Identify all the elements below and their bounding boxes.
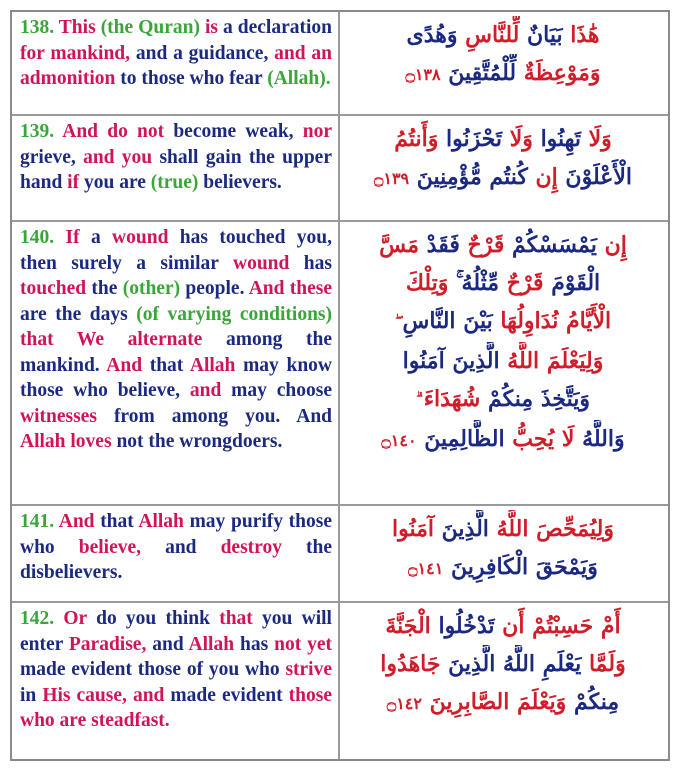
english-segment: and an admonition <box>20 42 332 89</box>
verse-end-marker: ۝١٤١ <box>408 559 444 578</box>
arabic-segment: هَٰذَا <box>562 22 600 48</box>
arabic-line <box>350 342 656 380</box>
english-segment: destroy <box>220 536 306 558</box>
arabic-segment: اللَّهُ <box>499 348 540 374</box>
english-segment: and <box>152 633 189 655</box>
arabic-segment: فَقَدْ <box>418 232 460 258</box>
english-translation <box>12 12 340 114</box>
arabic-segment: الَّذِينَ <box>434 516 489 542</box>
arabic-segment: يُحِبُّ <box>504 426 555 452</box>
english-segment: (true) <box>150 172 204 193</box>
english-segment: days <box>89 303 137 325</box>
english-segment: strive <box>285 659 332 680</box>
arabic-segment: مِنكُمْ <box>566 689 620 715</box>
english-segment: Or <box>63 608 97 629</box>
arabic-line <box>350 302 656 342</box>
english-segment: And do <box>62 121 138 142</box>
verse-row-142 <box>12 603 668 759</box>
english-segment: witnesses <box>20 405 114 427</box>
verse-row-139 <box>12 116 668 222</box>
arabic-segment: لَا <box>554 426 575 452</box>
english-segment: a declaration <box>223 17 333 38</box>
english-segment: alternate <box>127 329 226 350</box>
verse-end-marker: ۝١٤٠ <box>381 431 417 450</box>
arabic-line <box>350 380 656 420</box>
arabic-segment: يَمْسَسْكُمْ <box>504 232 597 258</box>
arabic-segment: الَّذِينَ <box>440 651 496 677</box>
english-segment: grieve, <box>20 146 84 168</box>
english-segment: has <box>239 633 275 655</box>
arabic-segment: قَرْحٌ <box>499 270 544 296</box>
english-segment: His cause, <box>42 684 133 706</box>
arabic-segment: يَعْلَمِ <box>534 651 582 677</box>
english-segment: the <box>55 303 90 325</box>
verse-row-141 <box>12 506 668 603</box>
arabic-segment: قَرْحٌ <box>459 232 505 258</box>
english-segment: you will enter <box>20 608 332 655</box>
arabic-segment: مُّؤْمِنِينَ <box>409 164 482 190</box>
arabic-segment: وَلَا <box>580 126 612 152</box>
english-segment: people. <box>185 278 249 299</box>
english-segment: are <box>20 303 56 325</box>
english-segment: Allah <box>188 633 240 655</box>
english-segment: not <box>137 121 174 142</box>
english-segment: And <box>58 511 101 532</box>
arabic-segment: تَحْزَنُوا <box>438 126 503 152</box>
arabic-segment: الْقَوْمَ <box>543 270 601 296</box>
english-translation <box>12 116 340 220</box>
english-segment: if <box>67 172 84 193</box>
arabic-line <box>350 226 656 264</box>
arabic-segment: شُهَدَاءَ <box>416 386 481 412</box>
english-segment: among the mankind. <box>20 329 332 376</box>
english-segment: for mankind, <box>20 42 136 64</box>
arabic-segment: وَلَمَّا <box>581 651 626 677</box>
english-segment: is <box>204 17 223 38</box>
english-segment: Allah <box>20 431 71 452</box>
english-segment: touched <box>20 278 92 299</box>
english-segment: wound <box>233 252 304 274</box>
english-segment: 138. <box>20 17 59 38</box>
english-segment: that <box>149 354 190 376</box>
arabic-segment: وَيَتَّخِذَ <box>533 386 590 412</box>
arabic-segment: مَسَّ <box>379 232 419 258</box>
english-segment: has <box>303 252 332 274</box>
arabic-segment: الصَّابِرِينَ <box>421 689 510 715</box>
arabic-segment: كُنتُم <box>481 164 528 190</box>
verse-row-138 <box>12 12 668 116</box>
arabic-segment: وَمَوْعِظَةٌ <box>516 60 601 86</box>
arabic-text <box>340 222 668 504</box>
english-segment: yet <box>307 633 333 655</box>
arabic-segment: أَن <box>494 613 525 639</box>
arabic-segment: وَلِيُمَحِّصَ <box>528 516 614 542</box>
arabic-text <box>340 506 668 601</box>
arabic-segment: ۚ وَتِلْكَ <box>405 270 457 296</box>
arabic-line <box>350 158 656 198</box>
arabic-segment: مِّثْلُهُ <box>456 270 500 296</box>
arabic-segment: الْجَنَّةَ <box>385 613 431 639</box>
english-segment: 140. <box>20 227 66 248</box>
english-segment: become weak, <box>173 121 303 142</box>
english-segment: wound <box>112 227 180 248</box>
arabic-segment: إِن <box>527 164 558 190</box>
arabic-segment: مِنكُمْ <box>480 386 534 412</box>
arabic-segment: بَيَانٌ <box>519 22 563 48</box>
verse-end-marker: ۝١٣٨ <box>405 65 441 84</box>
english-segment: a <box>90 227 113 248</box>
english-segment: that <box>100 511 139 532</box>
english-segment: We <box>76 329 128 350</box>
arabic-segment: وَاللَّهُ <box>574 426 625 452</box>
arabic-segment: نُدَاوِلُهَا <box>492 308 559 334</box>
english-segment: and <box>132 684 171 706</box>
english-translation <box>12 222 340 504</box>
english-segment: If <box>65 227 91 248</box>
arabic-segment: لِّلْمُتَّقِينَ <box>440 60 517 86</box>
english-segment: made evident <box>170 684 289 706</box>
english-segment: not the wrongdoers. <box>116 431 283 452</box>
english-segment: made evident those of you who <box>20 659 286 680</box>
arabic-segment: اللَّهُ <box>495 651 535 677</box>
english-segment: (Allah). <box>267 68 331 89</box>
english-segment: Allah <box>189 354 244 376</box>
arabic-line <box>350 548 656 588</box>
english-segment: not <box>274 633 308 655</box>
arabic-line <box>350 607 656 645</box>
arabic-segment: وَلَا <box>502 126 533 152</box>
verse-table <box>10 10 670 761</box>
english-segment: has touched you, then surely a similar <box>20 227 332 274</box>
english-segment: (the Quran) <box>100 17 205 38</box>
arabic-segment: إِن <box>596 232 627 258</box>
english-segment: and <box>165 536 221 558</box>
arabic-segment: تَدْخُلُوا <box>430 613 495 639</box>
english-segment: that <box>20 329 77 350</box>
arabic-segment: وَيَمْحَقَ <box>528 554 598 580</box>
english-segment: shall gain the upper hand <box>20 146 332 193</box>
arabic-segment: الَّذِينَ <box>444 348 500 374</box>
english-segment: that <box>219 608 263 629</box>
english-segment: nor <box>302 121 332 142</box>
english-segment: from among you. And <box>113 405 333 427</box>
english-segment: 142. <box>20 608 64 629</box>
arabic-segment: جَاهَدُوا <box>380 651 441 677</box>
arabic-line <box>350 264 656 302</box>
english-segment: Paradise, <box>68 633 153 655</box>
arabic-segment: بَيْنَ <box>455 308 493 334</box>
arabic-text <box>340 603 668 759</box>
english-translation <box>12 506 340 601</box>
arabic-line <box>350 645 656 683</box>
verse-row-140 <box>12 222 668 506</box>
arabic-segment: أَمْ <box>593 613 621 639</box>
english-segment: and <box>189 380 232 401</box>
arabic-line <box>350 420 656 460</box>
arabic-segment: الْكَافِرِينَ <box>443 554 529 580</box>
english-segment: (of varying conditions) <box>136 303 332 325</box>
english-segment: Allah <box>138 511 190 532</box>
arabic-segment: لِّلنَّاسِ <box>457 22 520 48</box>
english-segment: believers. <box>203 172 282 193</box>
arabic-line <box>350 54 656 94</box>
english-segment: and a guidance, <box>135 42 275 64</box>
english-segment: 141. <box>20 511 59 532</box>
arabic-line <box>350 683 656 723</box>
arabic-segment: النَّاسِ <box>394 308 456 334</box>
english-segment: those who are steadfast. <box>20 684 332 731</box>
english-segment: the disbelievers. <box>20 536 332 583</box>
arabic-segment: وَلِيَعْلَمَ <box>539 348 604 374</box>
verse-end-marker: ۝١٣٩ <box>373 169 410 188</box>
english-segment: and you <box>83 146 160 168</box>
arabic-line <box>350 120 656 158</box>
english-segment: may purify those who <box>20 511 332 558</box>
arabic-segment: وَيَعْلَمَ <box>509 689 567 715</box>
arabic-segment: الظَّالِمِينَ <box>416 426 505 452</box>
english-segment: do you think <box>96 608 220 629</box>
arabic-segment: وَهُدًى <box>406 22 458 48</box>
arabic-segment: الْأَعْلَوْنَ <box>557 164 633 190</box>
english-translation <box>12 603 340 759</box>
arabic-segment: آمَنُوا <box>392 516 435 542</box>
arabic-segment: وَأَنتُمُ <box>394 126 439 152</box>
english-segment: believe, <box>78 536 166 558</box>
arabic-line <box>350 510 656 548</box>
english-segment: This <box>58 17 101 38</box>
english-segment: the <box>91 278 123 299</box>
arabic-line <box>350 16 656 54</box>
arabic-segment: الْأَيَّامُ <box>558 308 612 334</box>
arabic-segment: حَسِبْتُمْ <box>524 613 594 639</box>
english-segment: in <box>20 684 43 706</box>
english-segment: you are <box>83 172 151 193</box>
arabic-text <box>340 12 668 114</box>
arabic-segment: تَهِنُوا <box>532 126 581 152</box>
english-segment: (other) <box>122 278 186 299</box>
english-segment: 139. <box>20 121 63 142</box>
arabic-segment: اللَّهُ <box>488 516 529 542</box>
english-segment: And <box>106 354 150 376</box>
english-segment: loves <box>70 431 117 452</box>
english-segment: may choose <box>231 380 332 401</box>
verse-end-marker: ۝١٤٢ <box>386 694 422 713</box>
english-segment: to those who fear <box>120 68 268 89</box>
arabic-text <box>340 116 668 220</box>
arabic-segment: آمَنُوا <box>402 348 445 374</box>
english-segment: may know those who believe, <box>20 354 332 401</box>
english-segment: And these <box>248 278 333 299</box>
